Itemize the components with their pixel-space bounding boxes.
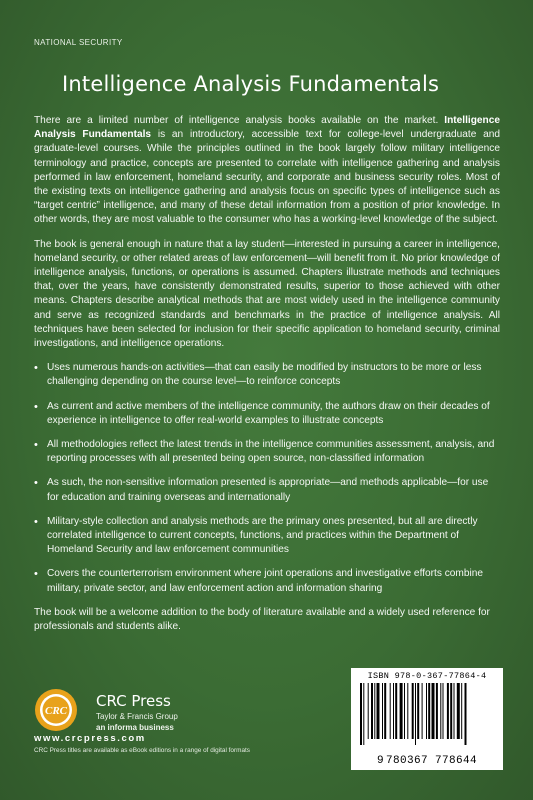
- crc-logo-icon: [34, 688, 78, 732]
- isbn-label: ISBN 978-0-367-77864-4: [367, 671, 487, 681]
- barcode-bar: [363, 683, 364, 745]
- title-emphasis: Intelligence Analysis Fundamentals: [34, 115, 500, 141]
- barcode-bar: [457, 683, 460, 739]
- barcode-bar: [404, 683, 405, 739]
- barcode-bar: [384, 683, 386, 739]
- publisher-name: CRC Press: [96, 692, 171, 710]
- barcode-bar: [454, 683, 455, 739]
- series-label: NATIONAL SECURITY: [34, 38, 123, 47]
- barcode-digits: 9 780367 778644: [376, 755, 478, 767]
- barcode-bar: [393, 683, 394, 739]
- book-title: Intelligence Analysis Fundamentals: [62, 72, 440, 96]
- barcode-bar: [465, 683, 467, 745]
- barcode-bar: [443, 683, 444, 739]
- second-paragraph: The book is general enough in nature that a lay student—interested in pursuing a career in intelligence, homeland security, or other related areas of law enforcement—will benefit from it. No prior knowledge of intelligence analysis, functions, or operations is assumed. Chapters illustrate methods and techniques that, over the years, have consistently demonstrated results, superior to those achieved with other means. Chapters describe analytical methods that are most widely used in the intelligence community and serve as recognized standards and benchmarks in the practice of intelligence analysis. All techniques have been selected for inclusion for their specific application to homeland security, criminal investigations, and intelligence operations.: [34, 238, 500, 350]
- barcode-bar: [426, 683, 427, 739]
- barcode-bar: [450, 683, 452, 739]
- publisher-group: Taylor & Francis Group: [96, 712, 178, 721]
- logo-mark-text: CRC: [44, 705, 68, 717]
- list-item: • Military-style collection and analysis methods are the primary ones presented, but all are directly correlated intelligence to current concepts, functions, and practices within the Department of Homeland Security and law enforcement communities: [34, 515, 500, 558]
- barcode-bar: [374, 683, 375, 739]
- publisher-tagline: an informa business: [96, 723, 174, 732]
- barcode-bar: [382, 683, 383, 739]
- barcode-bar: [417, 683, 419, 739]
- barcode-bar: [447, 683, 449, 739]
- barcode-bar: [377, 683, 380, 739]
- list-item: • All methodologies reflect the latest trends in the intelligence communities assessment, analysis, and reporting processes with all presented being open source, non-classified information: [34, 438, 500, 466]
- intro-paragraph: There are a limited number of intelligence analysis books available on the market. Intelligence Analysis Fundamentals is an introductory, accessible text for college-level undergraduate and graduate-level courses. While the principles outlined in the book largely follow military intelligence terminology and practice, concepts are presented to correlate with intelligence gathering and analysis performed in law enforcement, homeland security, and corporate and business security roles. Most of the existing texts on intelligence gathering and analysis focus on specific types of intelligence such as “target centric” intelligence, and many of these detail information from a position of prior knowledge. In other words, they are most valuable to the consumer who has a working-level knowledge of the subject.: [34, 115, 500, 226]
- list-item: • As such, the non-sensitive information presented is appropriate—and methods applicable—for use for education and training overseas and internationally: [34, 476, 500, 504]
- barcode-bar: [436, 683, 438, 739]
- barcode-bar: [360, 683, 362, 745]
- publisher-website: www.crcpress.com: [34, 733, 146, 744]
- barcode-bars: [358, 683, 496, 751]
- barcode-bar: [422, 683, 423, 739]
- list-item: • Covers the counterterrorism environment where joint operations and investigative efforts combine military, private sector, and law enforcement action and information sharing: [34, 567, 500, 595]
- ebook-note: CRC Press titles are available as eBook editions in a range of digital formats: [34, 747, 250, 754]
- list-item: • Uses numerous hands-on activities—that can easily be modified by instructors to be more or less challenging depending on the course level—to reinforce concepts: [34, 361, 500, 389]
- barcode-bar: [440, 683, 441, 739]
- back-cover-text: [34, 114, 500, 644]
- barcode-bar: [461, 683, 462, 739]
- barcode-bar: [432, 683, 435, 739]
- barcode-bar: [395, 683, 397, 739]
- barcode-bar: [371, 683, 373, 739]
- isbn-barcode: [351, 668, 503, 770]
- barcode-bar: [368, 683, 369, 739]
- list-item: • As current and active members of the intelligence community, the authors draw on their decades of experience in intelligence to offer real-world examples to illustrate concepts: [34, 400, 500, 428]
- barcode-bar: [390, 683, 391, 739]
- barcode-bar: [407, 683, 408, 739]
- feature-list: [34, 361, 500, 596]
- barcode-bar: [415, 683, 416, 745]
- closing-paragraph: The book will be a welcome addition to the body of literature available and a widely used reference for professionals and students alike.: [34, 606, 490, 633]
- barcode-bar: [428, 683, 430, 739]
- barcode-bar: [400, 683, 403, 739]
- barcode-bar: [412, 683, 414, 739]
